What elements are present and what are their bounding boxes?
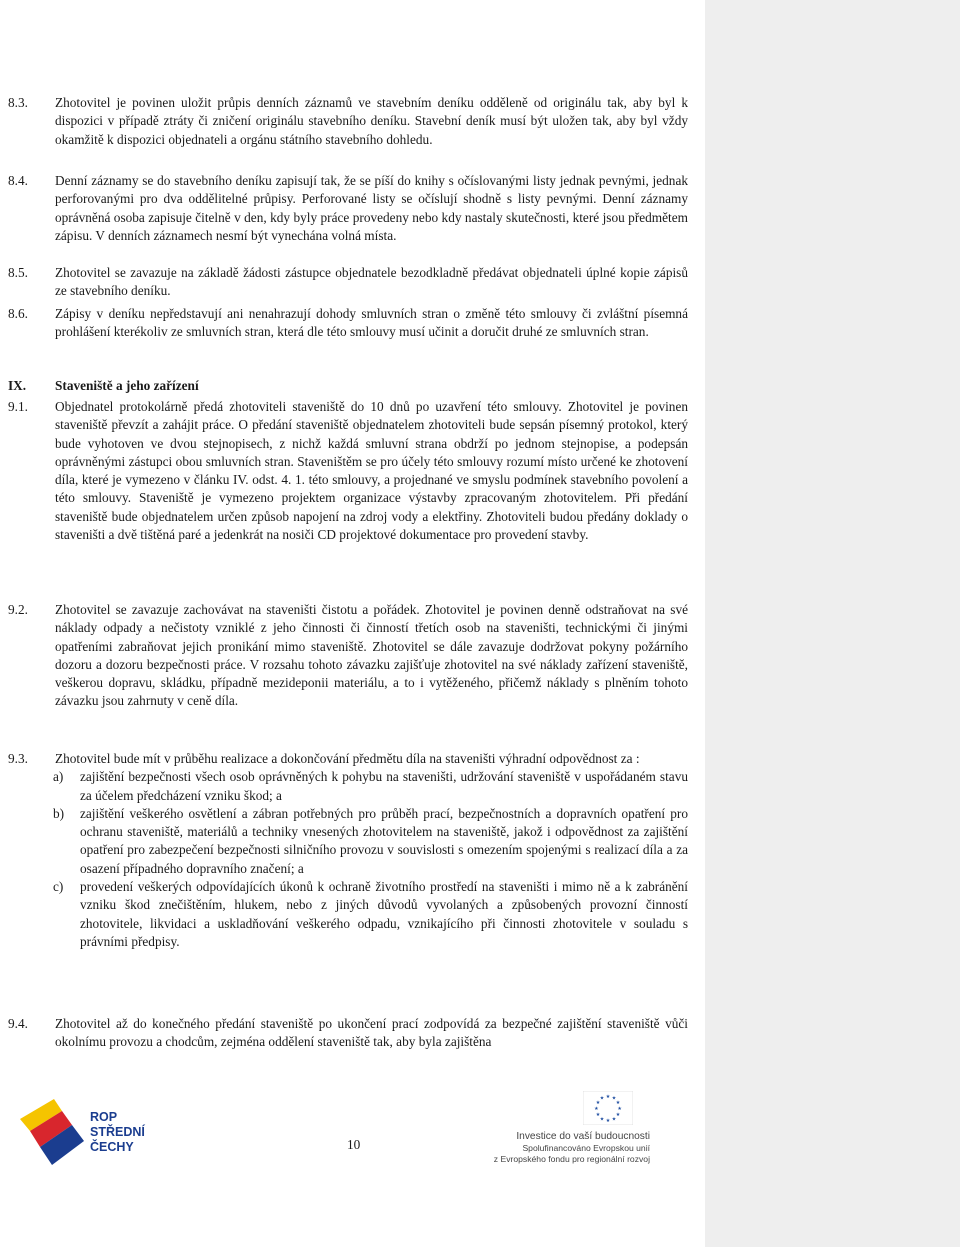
page-footer: [0, 1085, 705, 1205]
clause-text: Zhotovitel je povinen uložit průpis denních záznamů ve stavebním deníku odděleně od originálu tak, aby byl k dispozici v případě ztráty či zničení originálu stavebního deníku. Stavební deník musí být uložen tak, aby byl vždy okamžitě k dispozici objednateli a orgánu státního stavebního dohledu.: [55, 95, 688, 147]
svg-text:★: ★: [595, 1100, 601, 1106]
eu-line-3: z Evropského fondu pro regionální rozvoj: [493, 1154, 650, 1164]
rop-logo-text: [90, 1110, 145, 1155]
list-item-label: b): [53, 805, 65, 821]
svg-text:★: ★: [605, 1118, 611, 1124]
svg-text:★: ★: [611, 1116, 617, 1123]
clause-8-6: [8, 305, 688, 342]
clause-number: 8.4.: [8, 173, 28, 188]
clause-8-3: [8, 94, 688, 149]
svg-text:★: ★: [605, 1094, 611, 1100]
rop-line-1: ROP: [90, 1110, 118, 1124]
clause-text: Objednatel protokolárně předá zhotoviteli staveniště do 10 dnů po uzavření této smlouvy. Zhotovitel je povinen staveniště převzít a zahájit práce. O předání staveniště objednatelem zhotoviteli bude sepsán písemný protokol, který bude vyhotoven ve dvou stejnopisech, z nichž každá smluvní strana obdrží po jednom stejnopise, a podepsán oprávněnými zástupci obou smluvních stran. Staveništěm se pro účely této smlouvy rozumí místo určené ke zhotovení díla, které je vymezeno v článku IV. odst. 4. 1. této smlouvy, a projednané ve smyslu podmínek stavebního povolení a této smlouvy. Staveniště je vymezeno projektem organizace výstavby zpracovaným zhotovitelem. Při předání staveniště bude objednatelem určen způsob napojení na zdroj vody a elektřiny. Zhotoviteli budou předány doklady o staveništi a dvě tištěná paré a jedenkrát na nosiči CD projektové dokumentace pro provedení stavby.: [55, 399, 688, 543]
svg-text:★: ★: [615, 1112, 621, 1118]
section-number: IX.: [8, 378, 27, 393]
list-item-text: zajištění veškerého osvětlení a zábran potřebných pro průběh prací, bezpečnostních a dopravních opatření pro ochranu staveniště, materiálů a techniky vnesených zhotovitelem na staveniště, jakož i odpovědnost za zajištění opatření pro zabezpečení bezpečnosti silničního provozu v souvislosti s omezením spojenými s realizací díla a za osazení případného dopravního značení; a: [80, 805, 688, 876]
clause-text: Zápisy v deníku nepředstavují ani nenahrazují dohody smluvních stran o změně této smlouvy či zvláštní písemná prohlášení kterékoliv ze smluvních stran, která dle této smlouvy musí učinit a doručit druhé ze smluvních stran.: [55, 306, 688, 340]
list-item-b: [55, 805, 688, 878]
svg-text:★: ★: [594, 1106, 599, 1112]
svg-text:★: ★: [599, 1116, 605, 1123]
rop-logo-icon: [18, 1097, 88, 1167]
clause-number: 8.3.: [8, 95, 28, 110]
clause-text: Denní záznamy se do stavebního deníku zapisují tak, že se píší do knihy s očíslovanými listy jednak pevnými, jednak perforovanými pro dva oddělitelné průpisy. Perforované listy se očíslují shodně s listy pevnými. Denní záznamy oprávněná osoba zapisuje čitelně v den, kdy byly práce provedeny nebo kdy nastaly skutečnosti, které jsou předmětem zápisu. V denních záznamech nesmí být vynechána volná místa.: [55, 173, 688, 243]
clause-9-2: [8, 601, 688, 711]
clause-text: Zhotovitel se zavazuje zachovávat na staveništi čistotu a pořádek. Zhotovitel je povinen denně odstraňovat na své náklady odpady a nečistoty vzniklé z jeho činnosti či činností třetích osob na staveništi, technickými či jinými opatřeními zabraňovat jejich pronikání mimo staveniště. Zhotovitel se dále zavazuje dodržovat pokyny požárního dozoru a dozoru bezpečnosti práce. V rozsahu tohoto závazku zajišťuje zhotovitel na své náklady zařízení staveniště, veškerou dopravu, skládku, případně mezideponii materiálu, a to i vytěženého, přičemž náklady s plněním tohoto závazku jsou zahrnuty v ceně díla.: [55, 602, 688, 709]
clause-number: 8.5.: [8, 265, 28, 280]
section-heading-ix: [8, 377, 688, 395]
svg-text:★: ★: [617, 1106, 622, 1112]
clause-number: 9.2.: [8, 602, 28, 617]
list-item-label: c): [53, 879, 64, 895]
svg-text:★: ★: [611, 1095, 617, 1102]
clause-number: 9.3.: [8, 751, 28, 766]
eu-funding-text: [460, 1130, 650, 1165]
page-number: 10: [347, 1137, 361, 1152]
svg-text:★: ★: [599, 1095, 605, 1102]
rop-line-2: STŘEDNÍ: [90, 1125, 145, 1139]
clause-9-3: [8, 750, 688, 951]
section-title: Staveniště a jeho zařízení: [55, 378, 199, 393]
right-margin-panel: [705, 0, 960, 1247]
list-item-text: zajištění bezpečnosti všech osob oprávněných k pohybu na staveništi, udržování staveniště v uspořádaném stavu za účelem předcházení vzniku škod; a: [80, 769, 688, 803]
eu-line-1: Investice do vaší budoucnosti: [516, 1131, 650, 1142]
clause-9-1: [8, 398, 688, 544]
clause-text: Zhotovitel bude mít v průběhu realizace a dokončování předmětu díla na staveništi výhradní odpovědnost za :: [55, 751, 640, 766]
clause-8-5: [8, 264, 688, 301]
clause-8-4: [8, 172, 688, 245]
clause-text: Zhotovitel až do konečného předání staveniště po ukončení prací zodpovídá za bezpečné zajištění staveniště vůči okolnímu provozu a chodcům, zejména oddělení staveniště tak, aby byla zajištěna: [55, 1016, 688, 1050]
rop-line-3: ČECHY: [90, 1140, 134, 1154]
clause-number: 9.4.: [8, 1016, 28, 1031]
list-item-text: provedení veškerých odpovídajících úkonů k ochraně životního prostředí na staveništi i mimo ně a k zabránění vzniku škod znečištěním, hlukem, nebo z jiných důvodů vyvolaných a způsobených provozní činností zhotovitele, likvidaci a uskladňování veškerého odpadu, vznikajícího při činnosti zhotovitele v souladu s právními předpisy.: [80, 879, 688, 949]
svg-text:★: ★: [595, 1112, 601, 1118]
list-item-c: [55, 878, 688, 951]
eu-line-2: Spolufinancováno Evropskou unií: [522, 1143, 650, 1153]
clause-number: 8.6.: [8, 306, 28, 321]
clause-text: Zhotovitel se zavazuje na základě žádosti zástupce objednatele bezodkladně předávat objednateli úplné kopie zápisů ze stavebního deníku.: [55, 265, 688, 299]
svg-text:★: ★: [615, 1100, 621, 1106]
list-item-a: [55, 768, 688, 805]
clause-number: 9.1.: [8, 399, 28, 414]
list-item-label: a): [53, 769, 64, 785]
clause-9-4: [8, 1015, 688, 1052]
eu-flag-icon: [583, 1091, 633, 1125]
